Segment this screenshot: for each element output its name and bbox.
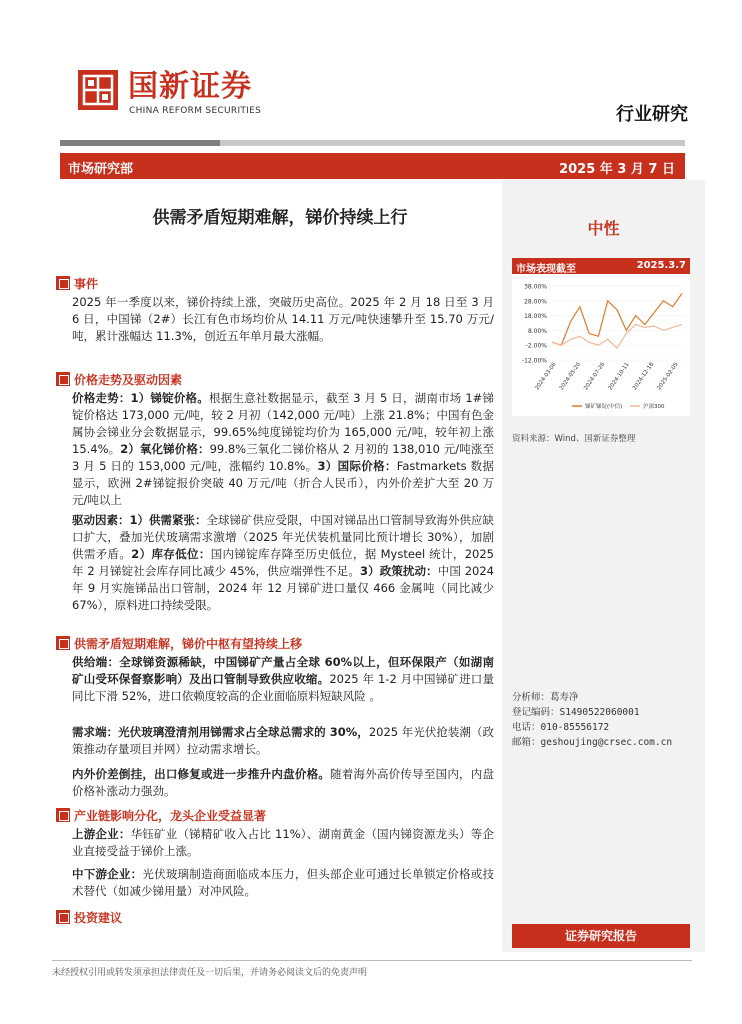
- brand-name-en: CHINA REFORM SECURITIES: [129, 106, 262, 116]
- report-label-box: 证券研究报告: [512, 924, 690, 948]
- chart-source: 资料来源：Wind、国新证券整理: [512, 434, 636, 444]
- chart-as-of: 2025.3.7: [636, 260, 686, 271]
- analyst-email[interactable]: 邮箱：geshoujing@crsec.com.cn: [512, 737, 673, 748]
- y-tick-label: -2.00%: [525, 342, 547, 350]
- dept-date-bar: [60, 153, 685, 179]
- chart-title: 市场表现截至: [516, 264, 576, 275]
- series-line-0: [552, 293, 682, 345]
- section-icon: [56, 276, 70, 290]
- analyst-info: [512, 690, 672, 750]
- analyst-name: 分析师：葛寿净: [512, 692, 579, 703]
- y-tick-label: 8.00%: [527, 327, 547, 335]
- section-heading-chain: 产业链影响分化，龙头企业受益显著: [56, 808, 266, 824]
- section-icon: [56, 808, 70, 822]
- section-heading-invest: 投资建议: [56, 910, 122, 926]
- x-tick-label: 2025-02-05: [656, 361, 680, 392]
- supply-paragraph: 供给端：全球锑资源稀缺，中国锑矿产量占全球 60%以上，但环保限产（如湖南矿山受环保督察影响）及出口管制导致供应收缩。2025 年 1-2 月中国锑矿进口量同比下滑 52%，进口依赖度较高的企业面临原料短缺风险 。: [72, 655, 495, 703]
- label-tight-supply: 1）供需紧张：: [129, 513, 207, 527]
- disclaimer: 未经授权引用或转发须承担法律责任及一切后果，并请务必阅读文后的免责声明: [52, 960, 692, 978]
- x-tick-label: 2024-03-06: [534, 361, 558, 392]
- performance-line-chart: [512, 274, 690, 416]
- y-tick-label: -12.00%: [521, 357, 547, 365]
- label-low-inventory: 2）库存低位：: [131, 547, 211, 561]
- section-icon: [56, 910, 70, 924]
- section-icon: [56, 372, 70, 386]
- y-tick-label: 38.00%: [524, 283, 547, 291]
- analyst-phone: 电话：010-85556172: [512, 722, 610, 733]
- chart-header: [512, 258, 690, 274]
- event-paragraph: 2025 年一季度以来，锑价持续上涨，突破历史高位。2025 年 2 月 18 日至 3 月 6 日，中国锑（2#）长江有色市场均价从 14.11 万元/吨快速攀升至 15.70 万元/吨，累计涨幅达 11.3%，创近五年单月最大涨幅。: [72, 295, 494, 343]
- section-heading-event: 事件: [56, 276, 98, 292]
- legend-label: 锑矿锑锭(中信): [585, 404, 623, 410]
- section-heading-price: 价格走势及驱动因素: [56, 372, 182, 388]
- header-divider: [60, 140, 685, 146]
- legend-label: 沪深300: [643, 404, 665, 410]
- report-type: 行业研究: [616, 104, 688, 125]
- downstream-paragraph: 中下游企业：光伏玻璃制造商面临成本压力，但头部企业可通过长单锁定价格或技术替代（如减少锑用量）对冲风险。: [72, 867, 494, 898]
- spread-paragraph: 内外价差倒挂，出口修复或进一步推升内盘价格。随着海外高价传导至国内，内盘价格补涨动力强劲。: [72, 767, 495, 798]
- x-tick-label: 2024-05-20: [558, 361, 583, 392]
- x-tick-label: 2024-07-26: [583, 361, 607, 392]
- report-headline: 供需矛盾短期难解，锑价持续上行: [152, 208, 408, 228]
- drivers-paragraph: 驱动因素：1）供需紧张：全球锑矿供应受限，中国对锑品出口管制导致海外供应缺口扩大，叠加光伏玻璃需求激增（2025 年光伏装机量同比预计增长 30%），加剧供需矛盾。2）库存低位：国内锑锭库存降至历史低位，据 Mysteel 统计，2025 年 2 月锑锭社会库存同比减少 45%，供应端弹性不足。3）政策扰动：中国 2024 年 9 月实施锑品出口管制，2024 年 12 月锑矿进口量仅 466 金属吨（同比减少 67%），原料进口持续受限。: [72, 513, 495, 612]
- section-heading-outlook: 供需矛盾短期难解，锑价中枢有望持续上移: [56, 636, 302, 652]
- section-icon: [56, 636, 70, 650]
- brand-name: 国新证券: [128, 69, 252, 104]
- brand-logo-icon: [78, 70, 118, 110]
- price-trend-paragraph: 价格走势：1）锑锭价格。根据生意社数据显示，截至 3 月 5 日，湖南市场 1#锑锭价格达 173,000 元/吨，较 2 月初（142,000 元/吨）上涨 21.8%；中国有色金属协会锑业分会数据显示，99.65%纯度锑锭均价为 165,000 元/吨，较年初上涨 15.4%。2）氧化锑价格：99.8%三氧化二锑价格从 2 月初的 138,010 元/吨涨至 3 月 5 日的 153,000 元/吨，涨幅约 10.8%。3）国际价格：Fastmarkets 数据显示，欧洲 2#锑锭报价突破 40 万元/吨（折合人民币），内外价差扩大至 20 万元/吨以上: [72, 391, 494, 507]
- upstream-paragraph: 上游企业：华钰矿业（锑精矿收入占比 11%）、湖南黄金（国内锑资源龙头）等企业直接受益于锑价上涨。: [72, 827, 494, 858]
- label-drivers: 驱动因素：: [72, 513, 130, 527]
- series-line-1: [552, 325, 682, 349]
- label-price-trend: 价格走势：: [72, 391, 131, 405]
- y-tick-label: 18.00%: [524, 313, 547, 321]
- department-label: 市场研究部: [68, 162, 134, 177]
- label-policy: 3）政策扰动：: [360, 564, 438, 578]
- rating-badge: 中性: [587, 219, 620, 238]
- report-date: 2025 年 3 月 7 日: [559, 162, 675, 177]
- label-ingot-price: 1）锑锭价格。: [130, 391, 209, 405]
- market-performance-chart: [512, 258, 690, 416]
- demand-paragraph: 需求端：光伏玻璃澄清剂用锑需求占全球总需求的 30%，2025 年光伏抢装潮（政策推动存量项目并网）拉动需求增长。: [72, 725, 495, 756]
- label-intl-price: 3）国际价格：: [317, 459, 397, 473]
- x-tick-label: 2024-12-18: [631, 361, 656, 392]
- y-tick-label: 28.00%: [524, 298, 547, 306]
- analyst-cert: 登记编码：S1490522060001: [512, 707, 640, 718]
- x-tick-label: 2024-10-11: [607, 361, 631, 392]
- label-oxide-price: 2）氧化锑价格：: [120, 442, 210, 456]
